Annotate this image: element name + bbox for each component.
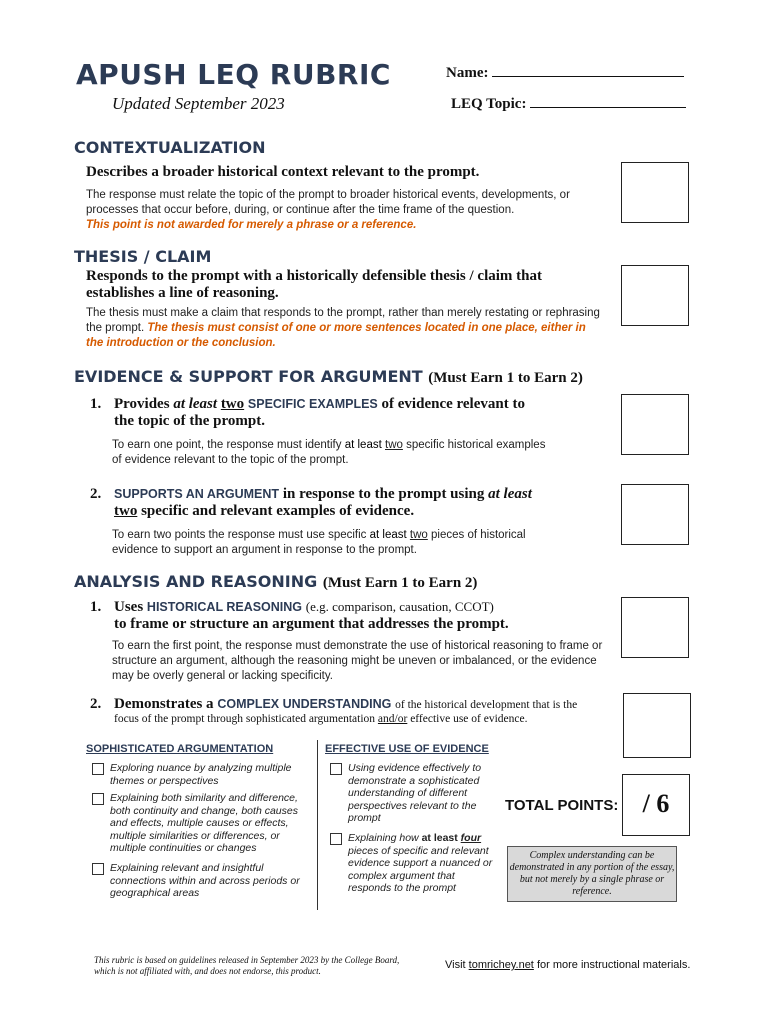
analysis-heading [74,572,477,592]
evidence-item-1-body-at-least: at least [344,439,382,451]
evidence-item-2-lead [90,486,600,520]
analysis-item-1-pre: Uses [114,599,144,615]
effective-item-2 [330,832,493,910]
evidence-item-1-score-box[interactable] [621,394,689,455]
evidence-item-2-line2: specific and relevant examples of evidence. [141,503,415,519]
evidence-item-1-number: 1. [90,396,102,412]
footer-disclaimer: This rubric is based on guidelines released in September 2023 by the College Board, which is not affiliated with, and does not endorse, this product. [94,955,400,976]
topic-label: LEQ Topic: [451,96,527,112]
evidence-item-2-body-pre: To earn two points the response must use specific [112,529,367,541]
analysis-heading-text: ANALYSIS AND REASONING [74,572,318,591]
analysis-item-2-lead [90,696,615,714]
evidence-item-2-post: in response to the prompt using [282,486,485,502]
evidence-item-2-body-two: two [409,529,428,541]
contextualization-heading: CONTEXTUALIZATION [74,138,266,157]
topic-field [451,93,686,113]
evidence-item-1-body-line2: of evidence relevant to the topic of the prompt. [112,454,349,466]
analysis-item-2-line2-pre: focus of the prompt through sophisticated argumentation [114,713,376,725]
evidence-item-2-body-at-least: at least [369,529,407,541]
analysis-item-2-key: COMPLEX UNDERSTANDING [217,697,392,711]
evidence-item-2-body-line2: evidence to support an argument in response to the prompt. [112,544,417,556]
evidence-item-2-number: 2. [90,486,102,502]
evidence-item-2-key: SUPPORTS AN ARGUMENT [114,487,280,501]
sophisticated-item-2 [92,792,312,858]
column-divider [317,740,318,910]
evidence-item-1-pre: Provides [114,396,170,412]
effective-evidence-heading: EFFECTIVE USE OF EVIDENCE [325,743,489,755]
evidence-item-1-body-post: specific historical examples [406,439,546,451]
thesis-body [86,306,606,351]
analysis-item-1-score-box[interactable] [621,597,689,658]
analysis-item-2-line2-post: effective use of evidence. [410,713,528,725]
total-points-label: TOTAL POINTS: [505,797,619,814]
analysis-item-1-body: To earn the first point, the response must demonstrate the use of historical reasoning to frame or structure an argument, although the reasoning might be uneven or imbalanced, or the evidence may be overly general or lacking specificity. [112,640,603,682]
evidence-item-2-body-post: pieces of historical [431,529,526,541]
effective-item-1-checkbox[interactable] [330,763,342,775]
evidence-item-2-score-box[interactable] [621,484,689,545]
total-points-value: / 6 [642,789,670,818]
sophisticated-item-1-text: Exploring nuance by analyzing multiple themes or perspectives [110,762,292,787]
contextualization-score-box[interactable] [621,162,689,223]
sophisticated-item-1 [92,762,312,790]
evidence-item-1-body-pre: To earn one point, the response must identify [112,439,342,451]
effective-item-2-at-least: at least [421,832,458,844]
page-title: APUSH LEQ RUBRIC [76,58,391,91]
contextualization-lead: Describes a broader historical context relevant to the prompt. [86,164,480,180]
analysis-item-2-line2 [114,713,614,725]
thesis-heading: THESIS / CLAIM [74,247,212,266]
thesis-lead: Responds to the prompt with a historically defensible thesis / claim that establishes a line of reasoning. [86,268,542,301]
name-blank-line[interactable] [492,62,684,77]
evidence-item-1-line2: the topic of the prompt. [114,413,265,429]
topic-blank-line[interactable] [530,93,686,108]
name-field [446,62,684,82]
analysis-item-1-number: 1. [90,599,102,615]
evidence-item-1-at-least: at least [173,396,218,412]
footer-visit [445,959,690,971]
evidence-item-1-post: of evidence relevant to [381,396,525,412]
evidence-item-1-body-two: two [385,439,403,451]
evidence-item-2-body [112,528,592,558]
analysis-item-2-number: 2. [90,696,102,712]
evidence-item-1-two: two [220,396,245,412]
contextualization-note: This point is not awarded for merely a phrase or a reference. [86,219,417,231]
sophisticated-item-2-text: Explaining both similarity and difference, both continuity and change, both causes and effects, multiple causes or effects, multiple similarities or differences, or multiple continuities or changes [110,792,298,854]
footer-visit-post: for more instructional materials. [536,959,691,971]
total-points-box[interactable] [622,774,690,836]
analysis-item-2-pre: Demonstrates a [114,696,214,712]
evidence-item-2-two: two [114,503,138,519]
effective-item-1-text: Using evidence effectively to demonstrate a sophisticated understanding of different perspectives relevant to the prompt [348,762,482,824]
evidence-item-1-body [112,438,592,468]
analysis-item-1-lead [90,598,600,633]
sophisticated-item-3-checkbox[interactable] [92,863,104,875]
analysis-item-1-key: HISTORICAL REASONING [146,600,303,614]
effective-item-2-pre: Explaining how [348,832,419,844]
thesis-score-box[interactable] [621,265,689,326]
sophisticated-item-1-checkbox[interactable] [92,763,104,775]
evidence-item-2-at-least: at least [488,486,532,502]
footer-visit-pre: Visit [445,959,466,971]
footer-website-link[interactable]: tomrichey.net [468,959,534,971]
evidence-heading-tail: (Must Earn 1 to Earn 2) [428,370,583,386]
effective-item-2-text [348,832,493,895]
contextualization-body-text: The response must relate the topic of the prompt to broader historical events, developments, or processes that occur before, during, or continue after the time frame of the question. [86,189,570,216]
sophisticated-argumentation-heading: SOPHISTICATED ARGUMENTATION [86,743,274,755]
complex-understanding-note: Complex understanding can be demonstrated in any portion of the essay, but not merely by a single phrase or reference. [507,846,677,902]
page-subtitle: Updated September 2023 [112,94,285,113]
analysis-item-2-post: of the historical development that is the [395,699,578,711]
analysis-item-1-paren: (e.g. comparison, causation, CCOT) [305,599,494,614]
analysis-heading-tail: (Must Earn 1 to Earn 2) [322,575,478,591]
analysis-item-2-score-box[interactable] [623,693,691,758]
thesis-body-text: The thesis must make a claim that responds to the prompt, rather than merely restating or rephrasing the prompt. [86,307,600,334]
contextualization-body [86,188,606,233]
effective-item-2-four: four [460,832,482,844]
sophisticated-item-3 [92,862,312,902]
sophisticated-item-3-text: Explaining relevant and insightful connections within and across periods or geographical areas [110,862,300,899]
effective-item-2-checkbox[interactable] [330,833,342,845]
analysis-item-1-line2: to frame or structure an argument that addresses the prompt. [114,616,509,632]
evidence-item-1-key: SPECIFIC EXAMPLES [247,397,378,411]
sophisticated-item-2-checkbox[interactable] [92,793,104,805]
effective-item-1 [330,762,490,826]
evidence-heading [74,367,583,387]
analysis-item-2-andor: and/or [377,713,408,725]
thesis-note: The thesis must consist of one or more sentences located in one place, either in the introduction or the conclusion. [86,322,586,349]
effective-item-2-post: pieces of specific and relevant evidence support a nuanced or complex argument that responds to the prompt [348,844,493,894]
evidence-heading-text: EVIDENCE & SUPPORT FOR ARGUMENT [74,367,423,386]
evidence-item-1-lead [90,396,600,430]
name-label: Name: [446,65,489,81]
